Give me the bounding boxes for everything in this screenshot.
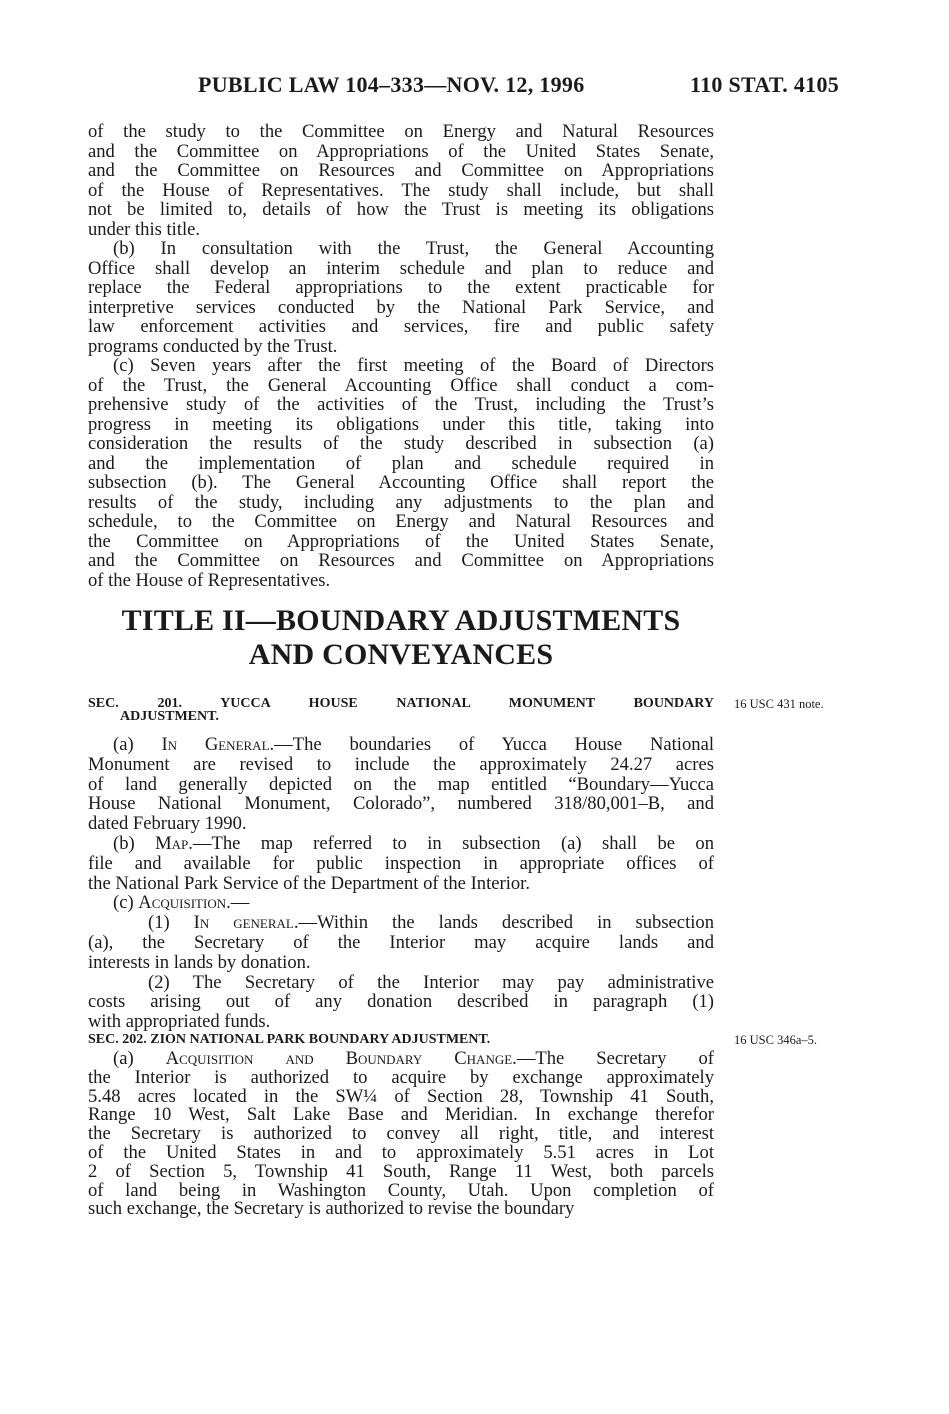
text-line: subsection (b). The General Accounting Office shall report the	[88, 472, 714, 493]
line-text: —	[230, 892, 250, 914]
text-line: replace the Federal appropriations to the extent practicable for	[88, 277, 714, 298]
text-line	[88, 893, 714, 913]
text-line: of land generally depicted on the map entitled “Boundary—Yucca	[88, 773, 714, 795]
text-line: House National Monument, Colorado”, numbered 318/80,001–B, and	[88, 793, 714, 815]
running-header-title: PUBLIC LAW 104–333—NOV. 12, 1996	[198, 72, 585, 97]
text-line: under this title.	[88, 218, 201, 240]
text-line: (b) In consultation with the Trust, the General Accounting	[113, 238, 714, 259]
paragraph	[88, 913, 714, 972]
paragraph	[88, 356, 714, 590]
line-text: —The map referred to in subsection (a) shall be on	[192, 832, 714, 854]
text-line: prehensive study of the activities of the Trust, including the Trust’s	[88, 394, 714, 415]
text-line: progress in meeting its obligations under this title, taking into	[88, 413, 714, 435]
text-line: with appropriated funds.	[88, 1011, 271, 1033]
text-line: 5.48 acres located in the SW¼ of Section 28, Township 41 South,	[88, 1085, 714, 1107]
text-line: (c) Seven years after the first meeting of the Board of Directors	[113, 355, 714, 376]
text-line: Office shall develop an interim schedule and plan to reduce and	[88, 257, 714, 279]
text-line: (a), the Secretary of the Interior may acquire lands and	[88, 931, 714, 953]
text-line: Range 10 West, Salt Lake Base and Meridian. In exchange therefor	[88, 1104, 714, 1126]
text-line: of the study to the Committee on Energy and Natural Resources	[88, 121, 714, 142]
section-201-body	[88, 735, 714, 1032]
line-text: —The boundaries of Yucca House National	[274, 734, 714, 755]
section-202-body	[88, 1050, 714, 1219]
section-201-heading: SEC. 201. YUCCA HOUSE NATIONAL MONUMENT BOUNDARY	[88, 696, 714, 711]
text-line: consideration the results of the study described in subsection (a)	[88, 433, 714, 454]
text-line: 2 of Section 5, Township 41 South, Range 11 West, both parcels	[88, 1160, 714, 1182]
text-line: and the Committee on Resources and Committee on Appropriations	[88, 160, 714, 181]
text-line: the Committee on Appropriations of the United States Senate,	[88, 530, 714, 552]
text-line: and the implementation of plan and schedule required in	[88, 452, 714, 474]
continuation-text	[88, 122, 714, 590]
line-prefix: (c)	[113, 892, 139, 914]
line-text: —The Secretary of	[516, 1048, 714, 1069]
text-line: interests in lands by donation.	[88, 951, 311, 973]
text-line: of the Trust, the General Accounting Office shall conduct a com-	[88, 374, 714, 396]
text-line: Monument are revised to include the approximately 24.27 acres	[88, 753, 714, 775]
text-line: results of the study, including any adjustments to the plan and	[88, 491, 714, 513]
text-line: file and available for public inspection in appropriate offices of	[88, 852, 714, 874]
paragraph	[88, 1050, 714, 1219]
text-line: programs conducted by the Trust.	[88, 335, 338, 357]
text-line: and the Committee on Appropriations of the United States Senate,	[88, 140, 714, 162]
text-line: dated February 1990.	[88, 813, 247, 835]
text-line: (2) The Secretary of the Interior may pay administrative	[148, 971, 714, 993]
line-text: —Within the lands described in subsection	[298, 912, 714, 934]
section-201-heading-cont: ADJUSTMENT.	[120, 709, 219, 724]
line-prefix: (1)	[148, 912, 194, 934]
margin-note-202: 16 USC 346a–5.	[734, 1033, 817, 1047]
text-line: such exchange, the Secretary is authorized to revise the boundary	[88, 1198, 575, 1220]
text-line: of the United States in and to approximately 5.51 acres in Lot	[88, 1141, 714, 1163]
text-line: law enforcement activities and services, fire and public safety	[88, 316, 714, 337]
title-heading-line-1: TITLE II—BOUNDARY ADJUSTMENTS	[121, 604, 681, 637]
section-202-heading: SEC. 202. ZION NATIONAL PARK BOUNDARY ADJUSTMENT.	[88, 1032, 491, 1047]
paragraph	[88, 122, 714, 239]
paragraph-heading: In general.	[193, 912, 299, 934]
text-line: of the House of Representatives. The study shall include, but shall	[88, 179, 714, 201]
text-line: and the Committee on Resources and Committee on Appropriations	[88, 550, 714, 571]
text-line	[88, 834, 714, 854]
text-line: not be limited to, details of how the Trust is meeting its obligations	[88, 199, 714, 220]
page-stat-number: 110 STAT. 4105	[690, 72, 840, 97]
paragraph-heading: Map.	[155, 832, 193, 854]
text-line: schedule, to the Committee on Energy and Natural Resources and	[88, 511, 714, 532]
margin-note-201: 16 USC 431 note.	[734, 697, 824, 711]
paragraph-heading: Acquisition and Boundary Change.	[165, 1048, 517, 1069]
line-prefix: (b)	[113, 832, 156, 854]
paragraph	[88, 735, 714, 834]
text-line: interpretive services conducted by the National Park Service, and	[88, 296, 714, 318]
text-line	[88, 735, 714, 755]
text-line	[88, 913, 714, 933]
paragraph	[88, 239, 714, 356]
paragraph-heading: In General.	[161, 734, 275, 755]
text-line: of land being in Washington County, Utah. Upon completion of	[88, 1179, 714, 1201]
text-line	[88, 1050, 714, 1069]
title-heading-line-2: AND CONVEYANCES	[248, 638, 554, 671]
text-line: of the House of Representatives.	[88, 569, 331, 591]
line-prefix: (a)	[113, 734, 162, 755]
line-prefix: (a)	[113, 1048, 166, 1069]
paragraph	[88, 834, 714, 893]
text-line: the Interior is authorized to acquire by exchange approximately	[88, 1066, 714, 1088]
paragraph	[88, 973, 714, 1032]
paragraph	[88, 893, 714, 913]
text-line: the Secretary is authorized to convey all right, title, and interest	[88, 1123, 714, 1145]
text-line: the National Park Service of the Department of the Interior.	[88, 872, 530, 894]
text-line: costs arising out of any donation described in paragraph (1)	[88, 991, 714, 1013]
paragraph-heading: Acquisition.	[138, 892, 231, 914]
